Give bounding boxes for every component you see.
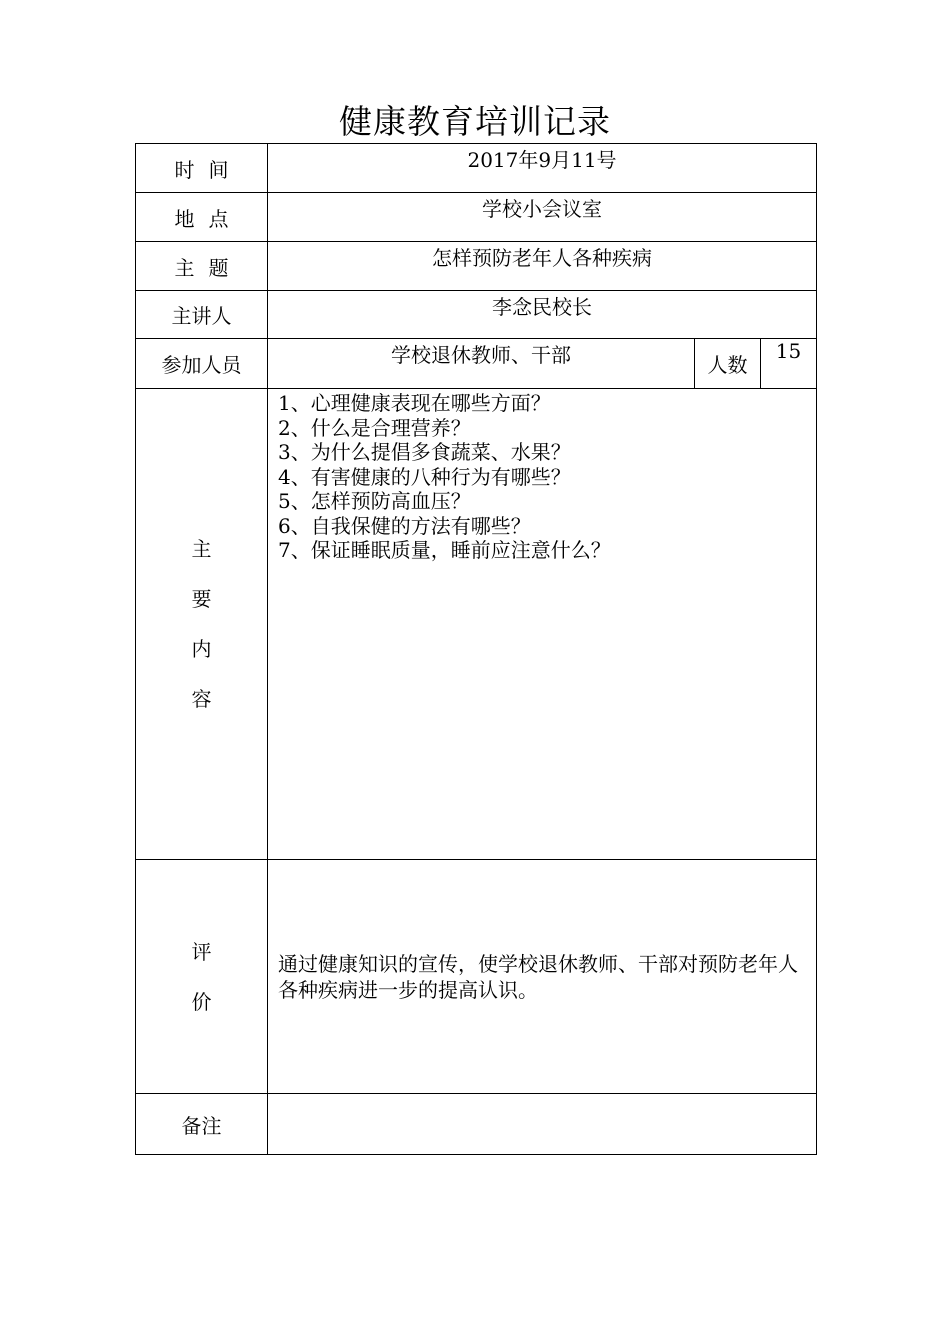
remarks-label: 备注 [136,1094,268,1155]
content-list [268,389,816,563]
topic-value: 怎样预防老年人各种疾病 [268,242,817,291]
list-item: 1、心理健康表现在哪些方面？ [278,391,551,415]
list-item: 2、什么是合理营养？ [278,415,471,440]
topic-label: 主题 [136,242,268,291]
speaker-label: 主讲人 [136,291,268,339]
row-topic [136,242,817,291]
location-label: 地点 [136,193,268,242]
list-item: 4、有害健康的八种行为有哪些？ [278,464,571,489]
time-label: 时间 [136,144,268,193]
time-value: 2017年9月11号 [268,144,817,193]
row-time [136,144,817,193]
remarks-value [268,1094,817,1155]
document-title: 健康教育培训记录 [339,102,611,141]
row-remarks [136,1094,817,1155]
participants-label: 参加人员 [136,339,268,389]
evaluation-label: 评 价 [136,860,268,1094]
participants-value: 学校退休教师、干部 [268,339,695,389]
row-location [136,193,817,242]
list-item: 7、保证睡眠质量，睡前应注意什么？ [278,538,611,562]
row-participants [136,339,817,389]
list-item: 6、自我保健的方法有哪些？ [278,513,531,538]
row-evaluation [136,860,817,1094]
content-label: 主 要 内 容 [136,389,268,860]
count-value: 15 [761,339,817,389]
content-value [268,389,817,860]
row-speaker [136,291,817,339]
speaker-value: 李念民校长 [268,291,817,339]
list-item: 3、为什么提倡多食蔬菜、水果？ [278,440,571,464]
count-label: 人数 [695,339,761,389]
row-content [136,389,817,860]
training-record-table [135,143,817,1155]
evaluation-value: 通过健康知识的宣传，使学校退休教师、干部对预防老年人各种疾病进一步的提高认识。 [268,860,817,1094]
list-item: 5、怎样预防高血压？ [278,489,471,513]
location-value: 学校小会议室 [268,193,817,242]
